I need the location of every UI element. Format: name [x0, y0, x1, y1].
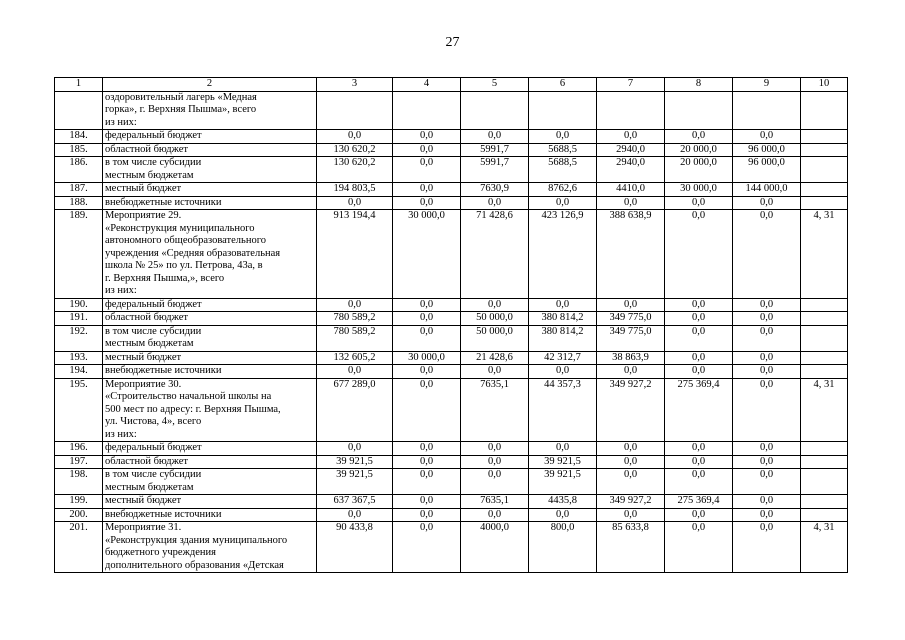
table-cell: 0,0 [393, 325, 461, 351]
table-cell: 380 814,2 [529, 325, 597, 351]
table-cell: 96 000,0 [733, 157, 801, 183]
table-cell: 0,0 [733, 196, 801, 210]
table-cell [801, 143, 848, 157]
table-cell: 0,0 [733, 508, 801, 522]
table-cell: 0,0 [461, 298, 529, 312]
row-description: местный бюджет [103, 183, 317, 197]
table-cell [801, 157, 848, 183]
table-cell: 0,0 [317, 196, 393, 210]
table-cell: 423 126,9 [529, 210, 597, 299]
table-row [55, 325, 848, 351]
table-cell: 0,0 [393, 143, 461, 157]
table-row [55, 183, 848, 197]
table-cell: 4000,0 [461, 522, 529, 573]
row-description: областной бюджет [103, 455, 317, 469]
row-number: 190. [55, 298, 103, 312]
table-cell: 0,0 [393, 365, 461, 379]
table-cell: 349 775,0 [597, 312, 665, 326]
table-cell: 800,0 [529, 522, 597, 573]
table-cell [733, 91, 801, 130]
row-number: 184. [55, 130, 103, 144]
table-row [55, 143, 848, 157]
table-cell: 144 000,0 [733, 183, 801, 197]
table-cell: 0,0 [733, 312, 801, 326]
table-cell: 4, 31 [801, 210, 848, 299]
row-description: местный бюджет [103, 351, 317, 365]
table-row [55, 495, 848, 509]
row-number: 191. [55, 312, 103, 326]
row-number [55, 91, 103, 130]
table-cell: 0,0 [665, 325, 733, 351]
table-cell: 44 357,3 [529, 378, 597, 442]
column-header: 6 [529, 78, 597, 92]
row-description: федеральный бюджет [103, 442, 317, 456]
row-description: областной бюджет [103, 312, 317, 326]
table-cell: 2940,0 [597, 143, 665, 157]
table-cell: 0,0 [393, 469, 461, 495]
table-cell: 913 194,4 [317, 210, 393, 299]
table-cell: 0,0 [393, 130, 461, 144]
row-number: 201. [55, 522, 103, 573]
row-description: внебюджетные источники [103, 508, 317, 522]
table-cell [801, 442, 848, 456]
table-cell: 39 921,5 [529, 455, 597, 469]
table-cell: 0,0 [597, 508, 665, 522]
table-cell: 275 369,4 [665, 378, 733, 442]
table-cell: 194 803,5 [317, 183, 393, 197]
table-cell: 0,0 [665, 442, 733, 456]
table-cell: 0,0 [665, 130, 733, 144]
table-cell [801, 469, 848, 495]
row-number: 186. [55, 157, 103, 183]
table-body [55, 91, 848, 573]
table-cell: 21 428,6 [461, 351, 529, 365]
table-cell: 0,0 [461, 469, 529, 495]
table-cell: 39 921,5 [317, 455, 393, 469]
table-cell: 0,0 [461, 455, 529, 469]
table-cell: 0,0 [461, 196, 529, 210]
table-row [55, 298, 848, 312]
table-cell: 50 000,0 [461, 312, 529, 326]
table-cell: 0,0 [529, 442, 597, 456]
table-cell: 0,0 [461, 130, 529, 144]
table-cell: 0,0 [733, 442, 801, 456]
table-row [55, 210, 848, 299]
table-cell: 0,0 [393, 298, 461, 312]
table-cell: 0,0 [529, 196, 597, 210]
row-number: 196. [55, 442, 103, 456]
table-row [55, 157, 848, 183]
table-row [55, 442, 848, 456]
table-cell: 0,0 [393, 495, 461, 509]
table-cell: 0,0 [733, 351, 801, 365]
table-cell: 349 927,2 [597, 495, 665, 509]
header-row [55, 78, 848, 92]
table-cell [665, 91, 733, 130]
table-cell: 5991,7 [461, 143, 529, 157]
table-row [55, 130, 848, 144]
table-cell: 0,0 [529, 298, 597, 312]
table-cell: 0,0 [393, 522, 461, 573]
row-description: Мероприятие 29. «Реконструкция муниципального автономного общеобразовательного учреждения «Средняя образовательная школа № 25» по ул. Петрова, 43а, в г. Верхняя Пышма,», всего из них: [103, 210, 317, 299]
table-cell [801, 196, 848, 210]
table-cell: 130 620,2 [317, 157, 393, 183]
column-header: 8 [665, 78, 733, 92]
table-cell: 0,0 [733, 455, 801, 469]
table-cell: 0,0 [733, 298, 801, 312]
table-cell: 0,0 [665, 312, 733, 326]
table-cell [801, 365, 848, 379]
column-header: 4 [393, 78, 461, 92]
table-cell: 0,0 [529, 130, 597, 144]
table-cell: 0,0 [393, 196, 461, 210]
row-description: внебюджетные источники [103, 196, 317, 210]
row-description: федеральный бюджет [103, 298, 317, 312]
table-cell: 0,0 [597, 298, 665, 312]
row-number: 193. [55, 351, 103, 365]
table-cell: 85 633,8 [597, 522, 665, 573]
column-header: 7 [597, 78, 665, 92]
table-row [55, 522, 848, 573]
row-number: 195. [55, 378, 103, 442]
table-cell: 0,0 [317, 130, 393, 144]
table-cell: 0,0 [317, 508, 393, 522]
table-cell: 0,0 [393, 312, 461, 326]
row-description: областной бюджет [103, 143, 317, 157]
table-cell: 0,0 [597, 130, 665, 144]
table-cell: 0,0 [393, 157, 461, 183]
table-cell: 0,0 [597, 455, 665, 469]
table-row [55, 378, 848, 442]
table-cell: 8762,6 [529, 183, 597, 197]
table-cell: 637 367,5 [317, 495, 393, 509]
row-description: в том числе субсидии местным бюджетам [103, 157, 317, 183]
table-cell: 4435,8 [529, 495, 597, 509]
table-cell [801, 495, 848, 509]
table-cell: 0,0 [733, 325, 801, 351]
row-description: федеральный бюджет [103, 130, 317, 144]
table-cell: 4, 31 [801, 522, 848, 573]
table-cell: 0,0 [393, 183, 461, 197]
table-cell: 0,0 [733, 365, 801, 379]
row-number: 197. [55, 455, 103, 469]
table-cell: 0,0 [733, 210, 801, 299]
table-cell: 5688,5 [529, 157, 597, 183]
table-cell: 2940,0 [597, 157, 665, 183]
table-row [55, 365, 848, 379]
table-cell: 20 000,0 [665, 143, 733, 157]
table-cell: 0,0 [317, 365, 393, 379]
table-cell: 90 433,8 [317, 522, 393, 573]
table-cell: 42 312,7 [529, 351, 597, 365]
row-description: Мероприятие 30. «Строительство начальной школы на 500 мест по адресу: г. Верхняя Пышма, ул. Чистова, 4», всего из них: [103, 378, 317, 442]
table-cell [529, 91, 597, 130]
table-cell [801, 508, 848, 522]
table-cell: 0,0 [665, 351, 733, 365]
table-cell: 5688,5 [529, 143, 597, 157]
row-number: 189. [55, 210, 103, 299]
row-description: в том числе субсидии местным бюджетам [103, 325, 317, 351]
table-cell: 677 289,0 [317, 378, 393, 442]
table-row [55, 469, 848, 495]
table-cell: 96 000,0 [733, 143, 801, 157]
table-cell: 0,0 [529, 508, 597, 522]
table-cell: 0,0 [733, 522, 801, 573]
table-cell [317, 91, 393, 130]
table-cell: 0,0 [665, 210, 733, 299]
table-cell: 349 775,0 [597, 325, 665, 351]
table-cell: 39 921,5 [529, 469, 597, 495]
table-cell: 0,0 [597, 442, 665, 456]
table-cell: 7635,1 [461, 495, 529, 509]
row-number: 188. [55, 196, 103, 210]
row-number: 192. [55, 325, 103, 351]
column-header: 5 [461, 78, 529, 92]
row-number: 187. [55, 183, 103, 197]
column-header: 9 [733, 78, 801, 92]
table-cell: 30 000,0 [393, 210, 461, 299]
table-cell: 0,0 [665, 298, 733, 312]
table-cell [393, 91, 461, 130]
table-cell: 0,0 [461, 508, 529, 522]
table-cell [801, 325, 848, 351]
table-cell: 39 921,5 [317, 469, 393, 495]
row-description: оздоровительный лагерь «Медная горка», г. Верхняя Пышма», всего из них: [103, 91, 317, 130]
table-cell: 0,0 [317, 442, 393, 456]
table-cell: 0,0 [393, 442, 461, 456]
row-description: местный бюджет [103, 495, 317, 509]
table-cell: 30 000,0 [393, 351, 461, 365]
table-cell: 0,0 [529, 365, 597, 379]
column-header: 10 [801, 78, 848, 92]
table-cell: 0,0 [733, 469, 801, 495]
table-cell: 0,0 [393, 455, 461, 469]
table-cell [801, 298, 848, 312]
table-cell: 0,0 [317, 298, 393, 312]
table-cell: 275 369,4 [665, 495, 733, 509]
table-cell: 7630,9 [461, 183, 529, 197]
table-cell: 0,0 [461, 365, 529, 379]
row-number: 199. [55, 495, 103, 509]
table-cell [597, 91, 665, 130]
table-cell: 130 620,2 [317, 143, 393, 157]
table-row [55, 351, 848, 365]
table-cell: 0,0 [665, 196, 733, 210]
table-cell: 0,0 [665, 365, 733, 379]
table-cell: 5991,7 [461, 157, 529, 183]
row-number: 194. [55, 365, 103, 379]
table-cell: 0,0 [665, 455, 733, 469]
table-cell: 0,0 [597, 469, 665, 495]
table-cell [461, 91, 529, 130]
table-row [55, 196, 848, 210]
table-cell: 388 638,9 [597, 210, 665, 299]
table-row [55, 508, 848, 522]
table-cell: 0,0 [597, 365, 665, 379]
table-cell: 0,0 [733, 130, 801, 144]
table-cell: 0,0 [665, 508, 733, 522]
table-cell: 0,0 [665, 522, 733, 573]
table-cell: 0,0 [393, 378, 461, 442]
row-description: Мероприятие 31. «Реконструкция здания муниципального бюджетного учреждения дополнительного образования «Детская [103, 522, 317, 573]
table-cell: 780 589,2 [317, 312, 393, 326]
table-cell: 7635,1 [461, 378, 529, 442]
row-number: 185. [55, 143, 103, 157]
table-cell: 30 000,0 [665, 183, 733, 197]
table-cell: 0,0 [393, 508, 461, 522]
table-cell: 0,0 [733, 378, 801, 442]
table-cell: 0,0 [665, 469, 733, 495]
column-header: 1 [55, 78, 103, 92]
budget-table [54, 77, 848, 573]
table-cell [801, 183, 848, 197]
table-cell: 0,0 [461, 442, 529, 456]
table-cell: 50 000,0 [461, 325, 529, 351]
table-cell [801, 312, 848, 326]
table-cell [801, 130, 848, 144]
table-cell [801, 351, 848, 365]
row-number: 198. [55, 469, 103, 495]
table-cell: 4410,0 [597, 183, 665, 197]
table-cell: 780 589,2 [317, 325, 393, 351]
row-number: 200. [55, 508, 103, 522]
page-number: 27 [445, 35, 460, 50]
table-cell: 349 927,2 [597, 378, 665, 442]
table-cell [801, 455, 848, 469]
row-description: внебюджетные источники [103, 365, 317, 379]
table-cell: 20 000,0 [665, 157, 733, 183]
table-row [55, 455, 848, 469]
table-cell: 380 814,2 [529, 312, 597, 326]
table-cell: 71 428,6 [461, 210, 529, 299]
table-cell: 0,0 [733, 495, 801, 509]
table-cell [801, 91, 848, 130]
row-description: в том числе субсидии местным бюджетам [103, 469, 317, 495]
column-header: 2 [103, 78, 317, 92]
table-cell: 38 863,9 [597, 351, 665, 365]
table-row [55, 91, 848, 130]
table-cell: 4, 31 [801, 378, 848, 442]
table-cell: 0,0 [597, 196, 665, 210]
table-cell: 132 605,2 [317, 351, 393, 365]
table-row [55, 312, 848, 326]
column-header: 3 [317, 78, 393, 92]
